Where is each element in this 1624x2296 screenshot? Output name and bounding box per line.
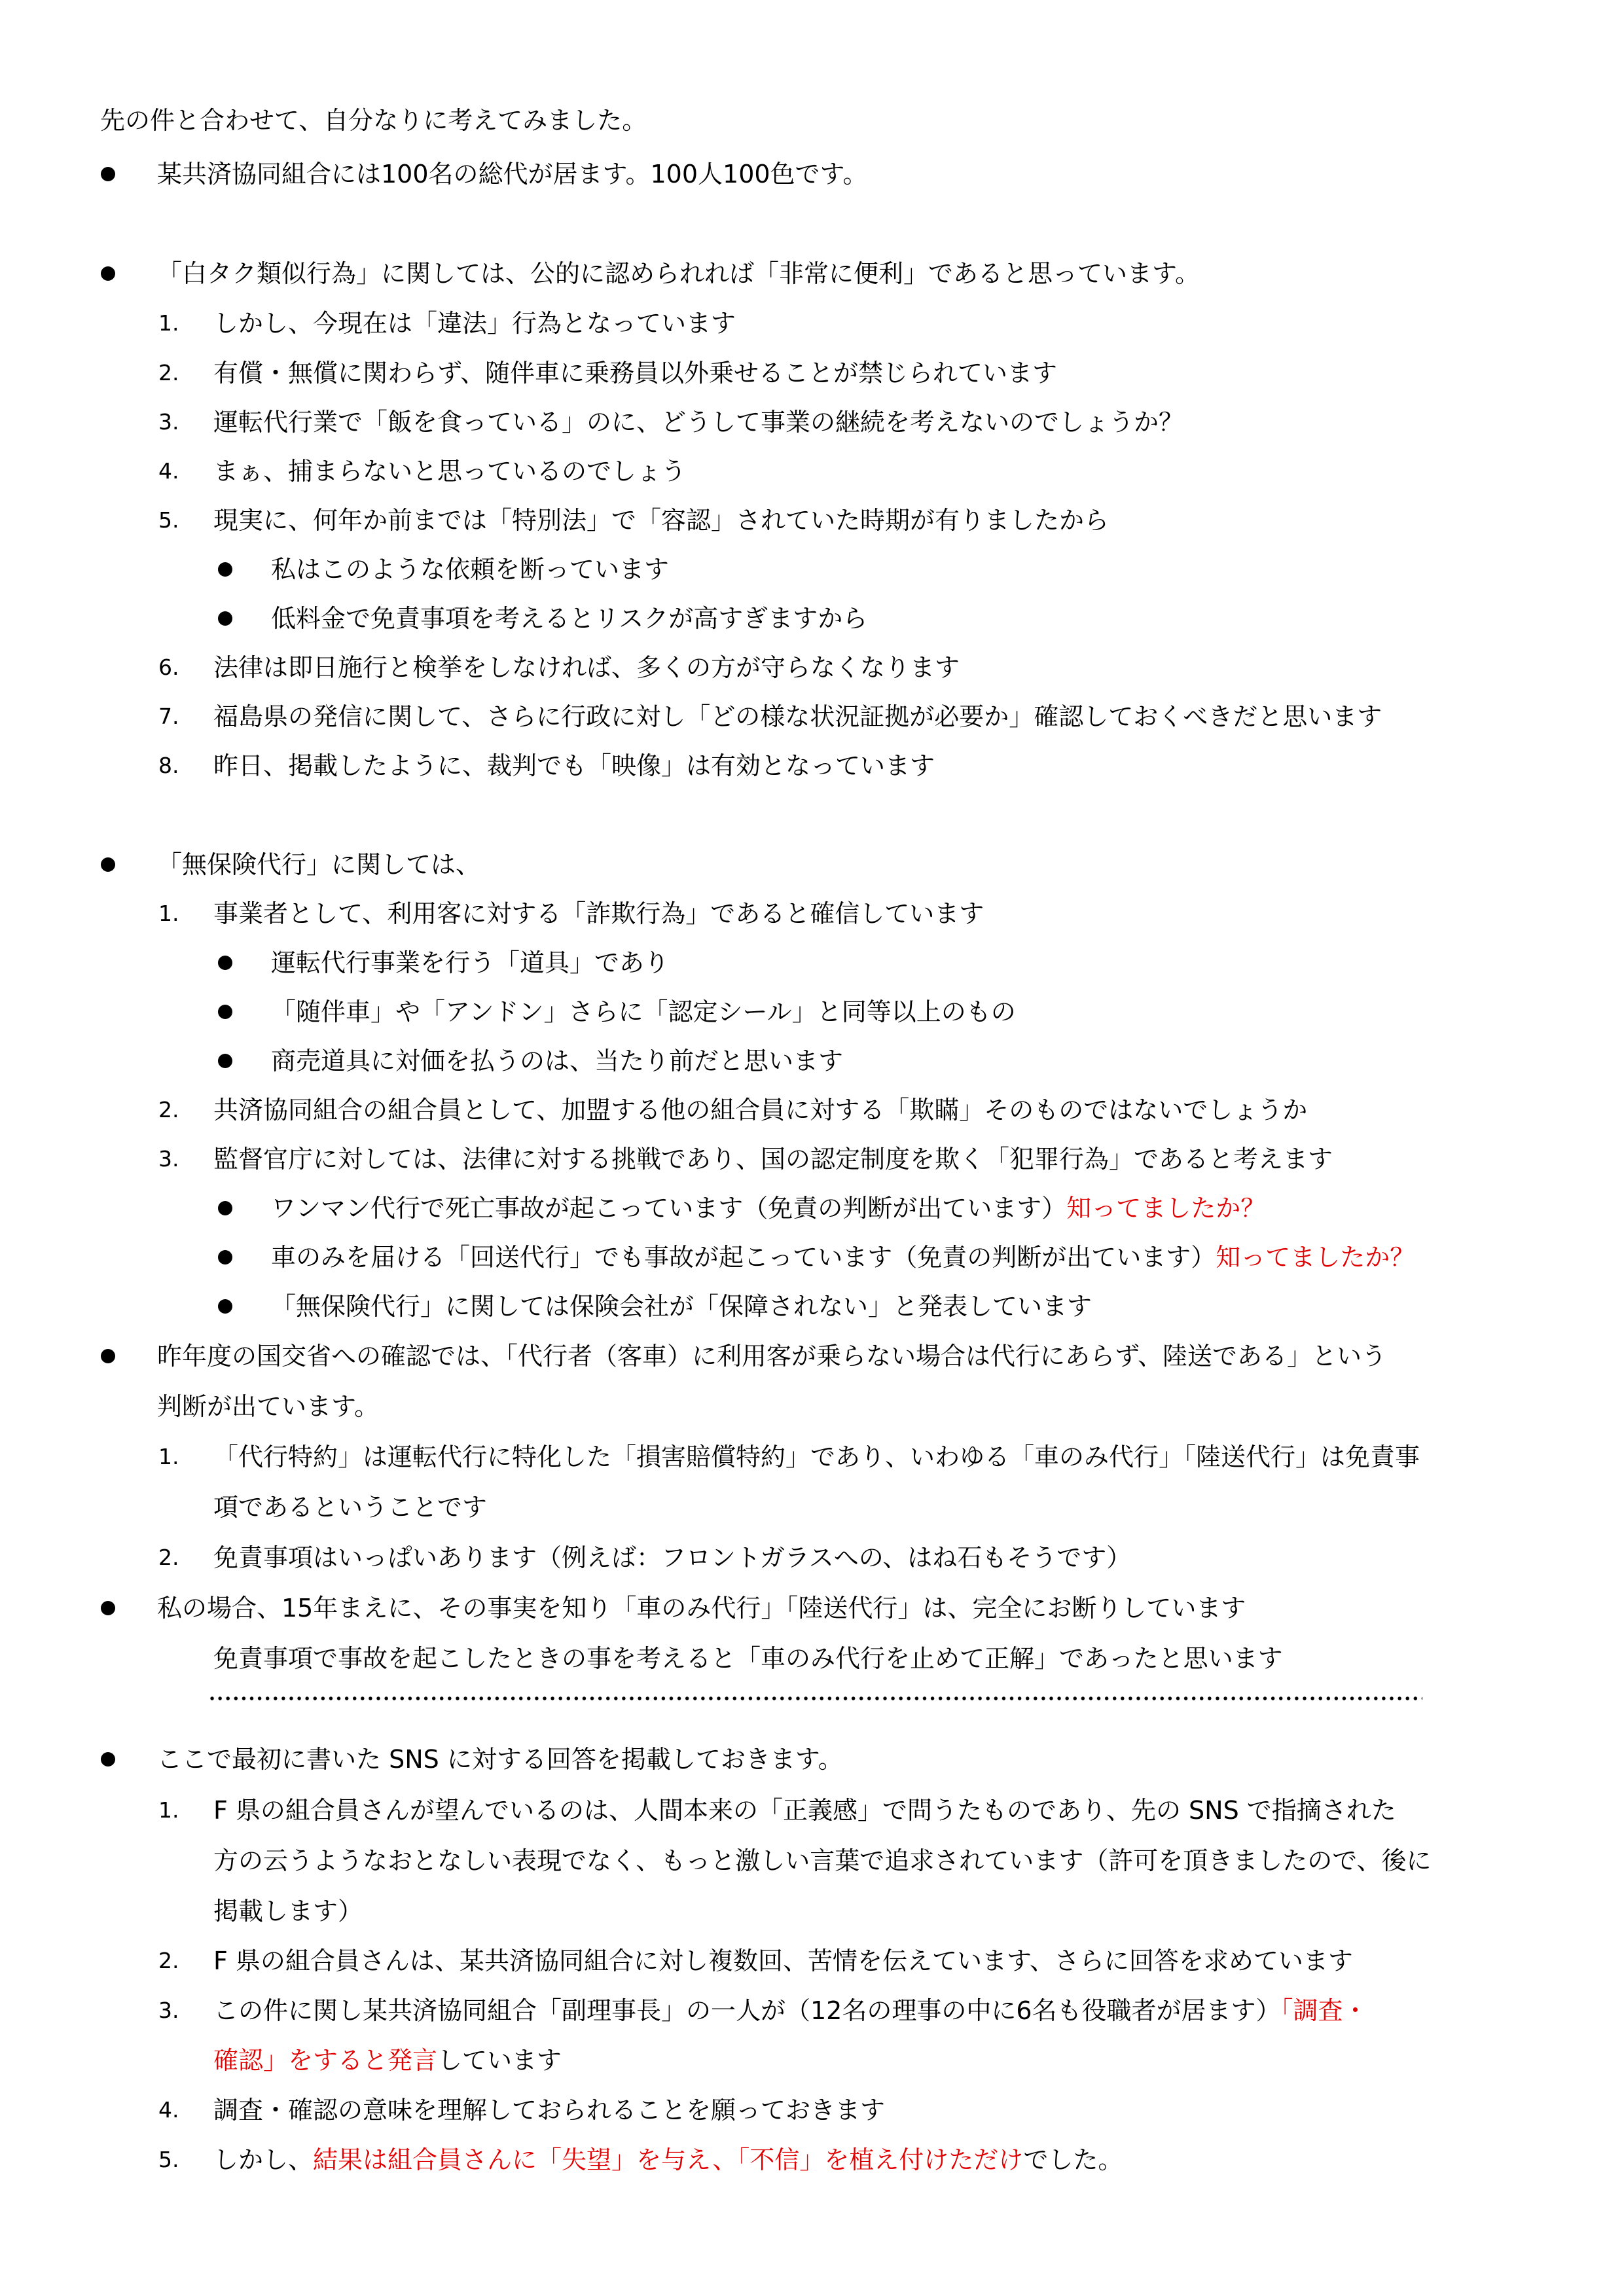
sub-bullet-text (271, 1183, 1265, 1233)
sub-bullet-text: 商売道具に対価を払うのは、当たり前だと思います (271, 1047, 844, 1075)
bullet-text: 某共済協同組合には100名の総代が居ます。100人100色です。 (157, 160, 868, 188)
bullet-text: 「無保険代行」に関しては、 (157, 850, 481, 879)
item-number: 1. (158, 310, 179, 336)
numbered-item (0, 889, 1624, 939)
item-number: 5. (158, 2147, 179, 2172)
item-text: 現実に、何年か前までは「特別法」で「容認」されていた時期が有りましたから (213, 506, 1110, 535)
item-text: 「代行特約」は運転代行に特化した「損害賠償特約」であり、いわゆる「車のみ代行」「陸送代行」は免責事 (213, 1443, 1420, 1471)
item-text: しかし、今現在は「違法」行為となっています (213, 309, 736, 338)
emphasis-text: 知ってましたか？ (1066, 1194, 1266, 1223)
item-text (213, 2135, 1123, 2185)
item-number: 3. (158, 1146, 179, 1172)
numbered-item (0, 1936, 1624, 1986)
item-text: 調査・確認の意味を理解しておられることを願っておきます (213, 2096, 886, 2125)
item-text: 事業者として、利用客に対する「詐欺行為」であると確信しています (213, 899, 984, 928)
sub-bullet-item (0, 594, 1624, 643)
numbered-item (0, 298, 1624, 348)
bullet-icon (101, 1601, 115, 1615)
item-continuation (0, 1886, 1624, 1936)
sub-bullet-item (0, 545, 1624, 594)
bullet-text: 「白タク類似行為」に関しては、公的に認められれば「非常に便利」であると思っています。 (157, 259, 1200, 288)
item-number: 4. (158, 458, 179, 484)
emphasis-text: 確認」をすると発言 (213, 2046, 438, 2075)
bullet-icon (101, 266, 115, 281)
numbered-item (0, 643, 1624, 692)
item-number: 1. (158, 1444, 179, 1469)
sub-bullet-text: 「無保険代行」に関しては保険会社が「保障されない」と発表しています (271, 1292, 1092, 1321)
bullet-item (0, 1331, 1624, 1381)
item-text: 福島県の発信に関して、さらに行政に対し「どの様な状況証拠が必要か」確認しておくべきだと思います (213, 702, 1382, 731)
emphasis-text: 結果は組合員さんに「失望」を与え、「不信」を植え付けただけ (313, 2145, 1024, 2174)
bullet-icon (218, 611, 232, 626)
numbered-item (0, 397, 1624, 447)
sub-bullet-item (0, 938, 1624, 988)
bullet-icon (218, 1250, 232, 1265)
item-text: 免責事項はいっぱいあります（例えば：フロントガラスへの、はね石もそうです） (213, 1543, 1132, 1572)
item-number: 3. (158, 1998, 179, 2023)
sub-bullet-text: 「随伴車」や「アンドン」さらに「認定シール」と同等以上のもの (271, 997, 1016, 1026)
intro-text: 先の件と合わせて、自分なりに考えてみました。 (100, 106, 647, 135)
bullet-icon (101, 1752, 115, 1767)
item-text: 有償・無償に関わらず、随伴車に乗務員以外乗せることが禁じられています (213, 359, 1057, 387)
sub-bullet-item (0, 1183, 1624, 1233)
bullet-text: 判断が出ています。 (157, 1392, 379, 1421)
sub-bullet-text: 運転代行事業を行う「道具」であり (271, 948, 670, 977)
item-text: 監督官庁に対しては、法律に対する挑戦であり、国の認定制度を欺く「犯罪行為」であると考えます (213, 1145, 1333, 1174)
item-text: 項であるということです (213, 1493, 488, 1522)
item-number: 5. (158, 507, 179, 533)
bullet-icon (101, 857, 115, 872)
item-number: 1. (158, 1797, 179, 1823)
numbered-item (0, 1785, 1624, 1835)
item-number: 1. (158, 901, 179, 926)
sub-bullet-text: 私はこのような依頼を断っています (271, 555, 670, 584)
emphasis-text: 「調査・ (1280, 1996, 1368, 2025)
bullet-text: 私の場合、15年まえに、その事実を知り「車のみ代行」「陸送代行」は、完全にお断りしています (157, 1594, 1246, 1623)
numbered-item (0, 446, 1624, 496)
emphasis-text: 知ってましたか？ (1216, 1243, 1415, 1272)
item-plain: この件に関し某共済協同組合「副理事長」の一人が（12名の理事の中に6名も役職者が居ます） (213, 1996, 1281, 2025)
sub-bullet-plain: ワンマン代行で死亡事故が起こっています（免責の判断が出ています） (271, 1194, 1067, 1223)
bullet-item (0, 1583, 1624, 1633)
numbered-item (0, 2135, 1624, 2185)
numbered-item (0, 1986, 1624, 2036)
item-number: 2. (158, 1545, 179, 1570)
item-text: F 県の組合員さんは、某共済協同組合に対し複数回、苦情を伝えています、さらに回答を求めています (213, 1946, 1353, 1975)
item-text: 法律は即日施行と検挙をしなければ、多くの方が守らなくなります (213, 653, 960, 682)
item-text: 掲載します） (213, 1897, 363, 1926)
sub-bullet-plain: 車のみを届ける「回送代行」でも事故が起こっています（免責の判断が出ています） (271, 1243, 1216, 1272)
item-number: 7. (158, 704, 179, 729)
item-text (213, 2036, 562, 2085)
bullet-text: ここで最初に書いた SNS に対する回答を掲載しておきます。 (157, 1745, 843, 1774)
bullet-icon (101, 167, 115, 181)
sub-bullet-item (0, 987, 1624, 1037)
numbered-item (0, 495, 1624, 545)
sub-bullet-item (0, 1232, 1624, 1282)
sub-bullet-item (0, 1036, 1624, 1086)
bullet-text: 昨年度の国交省への確認では、「代行者（客車）に利用客が乗らない場合は代行にあらず、陸送である」という (157, 1342, 1386, 1371)
numbered-item (0, 1085, 1624, 1135)
numbered-item (0, 2085, 1624, 2135)
item-number: 2. (158, 360, 179, 386)
item-text: 共済協同組合の組合員として、加盟する他の組合員に対する「欺瞞」そのものではないでしょうか (213, 1096, 1308, 1124)
bullet-icon (218, 562, 232, 577)
item-number: 2. (158, 1948, 179, 1973)
bullet-item (0, 840, 1624, 889)
item-number: 2. (158, 1097, 179, 1122)
bullet-item (0, 1734, 1624, 1784)
item-continuation (0, 1482, 1624, 1532)
numbered-item (0, 741, 1624, 791)
item-plain: しかし、 (213, 2145, 314, 2174)
item-text: 方の云うようなおとなしい表現でなく、もっと激しい言葉で追求されています（許可を頂きましたので、後に (213, 1846, 1432, 1875)
bullet-icon (101, 1349, 115, 1363)
item-continuation (0, 1836, 1624, 1886)
item-number: 6. (158, 655, 179, 680)
bullet-icon (218, 1201, 232, 1215)
item-text: 運転代行業で「飯を食っている」のに、どうして事業の継続を考えないのでしょうか？ (213, 408, 1184, 437)
item-text (213, 1986, 1368, 2036)
numbered-item (0, 348, 1624, 398)
bullet-item (0, 249, 1624, 298)
item-text: F 県の組合員さんが望んでいるのは、人間本来の「正義感」で問うたものであり、先の SNS で指摘された (213, 1796, 1396, 1825)
sub-bullet-text: 低料金で免責事項を考えるとリスクが高すぎますから (271, 604, 868, 633)
item-text: まぁ、捕まらないと思っているのでしょう (213, 457, 687, 486)
item-continuation (0, 2036, 1624, 2085)
item-plain: しています (437, 2046, 562, 2075)
numbered-item (0, 692, 1624, 742)
item-text: 昨日、掲載したように、裁判でも「映像」は有効となっています (213, 751, 935, 780)
item-number: 4. (158, 2097, 179, 2123)
bullet-icon (218, 1054, 232, 1068)
item-number: 3. (158, 409, 179, 435)
bullet-text: 免責事項で事故を起こしたときの事を考えると「車のみ代行を止めて正解」であったと思います (213, 1644, 1283, 1673)
item-number: 8. (158, 753, 179, 778)
numbered-item (0, 1533, 1624, 1583)
bullet-continuation (0, 1382, 1624, 1431)
bullet-icon (218, 956, 232, 970)
sub-bullet-text (271, 1232, 1415, 1282)
item-plain: でした。 (1023, 2145, 1123, 2174)
numbered-item (0, 1432, 1624, 1482)
bullet-item (0, 149, 1624, 199)
bullet-continuation (0, 1634, 1624, 1683)
bullet-icon (218, 1005, 232, 1019)
bullet-icon (218, 1299, 232, 1314)
numbered-item (0, 1134, 1624, 1184)
sub-bullet-item (0, 1282, 1624, 1331)
dotted-separator (208, 1695, 1422, 1702)
intro-line (0, 96, 1624, 145)
